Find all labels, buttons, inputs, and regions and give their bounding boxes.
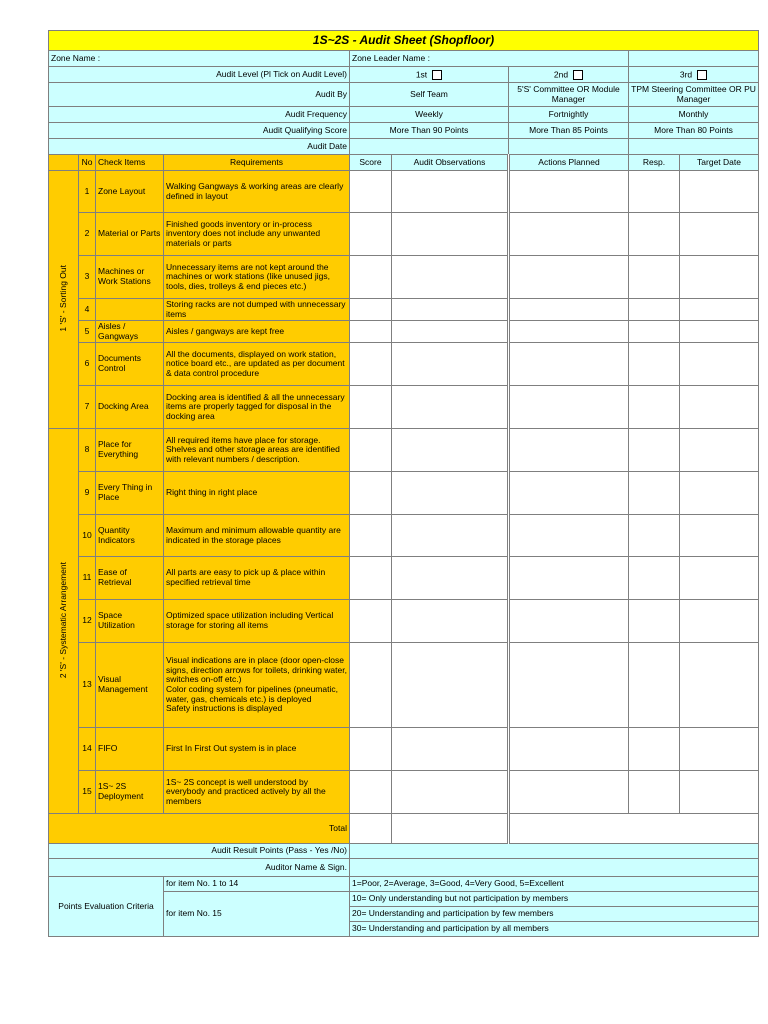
criteria-scale-1-14: 1=Poor, 2=Average, 3=Good, 4=Very Good, 5=Excellent bbox=[350, 877, 759, 892]
observation-cell[interactable] bbox=[392, 600, 509, 643]
score-cell[interactable] bbox=[350, 472, 392, 515]
frequency-1st: Weekly bbox=[350, 107, 509, 123]
header-target-date: Target Date bbox=[680, 155, 759, 171]
target-date-cell[interactable] bbox=[680, 256, 759, 299]
item-no: 14 bbox=[79, 728, 96, 771]
audit-date-label: Audit Date bbox=[49, 139, 350, 155]
zone-name-label: Zone Name : bbox=[49, 51, 350, 67]
item-row bbox=[49, 171, 759, 213]
item-requirement: Finished goods inventory or in-process inventory does not include any unwanted materials or parts bbox=[164, 213, 350, 256]
score-cell[interactable] bbox=[350, 429, 392, 472]
item-row bbox=[49, 600, 759, 643]
item-requirement: Maximum and minimum allowable quantity are indicated in the storage places bbox=[164, 515, 350, 557]
item-check: 1S~ 2S Deployment bbox=[96, 771, 164, 814]
audit-level-2nd: 2nd bbox=[509, 67, 629, 83]
score-cell[interactable] bbox=[350, 600, 392, 643]
item-no: 9 bbox=[79, 472, 96, 515]
audit-sheet bbox=[48, 30, 759, 937]
item-check: Every Thing in Place bbox=[96, 472, 164, 515]
item-check: Machines or Work Stations bbox=[96, 256, 164, 299]
section-label-1: 1 'S' - Sorting Out bbox=[49, 171, 79, 429]
item-check: Place for Everything bbox=[96, 429, 164, 472]
checkbox-2nd[interactable] bbox=[573, 70, 583, 80]
header-observations: Audit Observations bbox=[392, 155, 509, 171]
item-check: Space Utilization bbox=[96, 600, 164, 643]
observation-cell[interactable] bbox=[392, 299, 509, 321]
audit-date-field-3[interactable] bbox=[629, 139, 759, 155]
target-date-cell[interactable] bbox=[680, 343, 759, 386]
score-cell[interactable] bbox=[350, 343, 392, 386]
audit-by-2nd: 5'S' Committee OR Module Manager bbox=[509, 83, 629, 107]
criteria-scale-15-a: 10= Only understanding but not participation by members bbox=[350, 892, 759, 907]
item-requirement: Right thing in right place bbox=[164, 472, 350, 515]
resp-cell[interactable] bbox=[629, 728, 680, 771]
item-check bbox=[96, 299, 164, 321]
action-cell[interactable] bbox=[509, 171, 629, 213]
item-no: 11 bbox=[79, 557, 96, 600]
audit-level-label: Audit Level (Pl Tick on Audit Level) bbox=[49, 67, 350, 83]
item-row bbox=[49, 343, 759, 386]
audit-date-field[interactable] bbox=[350, 139, 509, 155]
action-cell[interactable] bbox=[509, 429, 629, 472]
item-requirement: Aisles / gangways are kept free bbox=[164, 321, 350, 343]
item-row bbox=[49, 256, 759, 299]
audit-level-1st: 1st bbox=[350, 67, 509, 83]
item-no: 8 bbox=[79, 429, 96, 472]
action-cell[interactable] bbox=[509, 299, 629, 321]
item-check: Zone Layout bbox=[96, 171, 164, 213]
target-date-cell[interactable] bbox=[680, 386, 759, 429]
header-blank bbox=[49, 155, 79, 171]
checkbox-3rd[interactable] bbox=[697, 70, 707, 80]
total-actions-cell[interactable] bbox=[509, 814, 759, 844]
observation-cell[interactable] bbox=[392, 171, 509, 213]
item-row bbox=[49, 771, 759, 814]
item-check: Documents Control bbox=[96, 343, 164, 386]
action-cell[interactable] bbox=[509, 386, 629, 429]
criteria-label: Points Evaluation Criteria bbox=[49, 877, 164, 937]
item-check: Aisles / Gangways bbox=[96, 321, 164, 343]
action-cell[interactable] bbox=[509, 728, 629, 771]
target-date-cell[interactable] bbox=[680, 299, 759, 321]
item-row bbox=[49, 515, 759, 557]
item-no: 15 bbox=[79, 771, 96, 814]
item-no: 12 bbox=[79, 600, 96, 643]
item-requirement: All parts are easy to pick up & place within specified retrieval time bbox=[164, 557, 350, 600]
qualifying-score-label: Audit Qualifying Score bbox=[49, 123, 350, 139]
item-rows bbox=[49, 171, 759, 814]
item-no: 13 bbox=[79, 643, 96, 728]
score-cell[interactable] bbox=[350, 299, 392, 321]
item-row bbox=[49, 213, 759, 256]
resp-cell[interactable] bbox=[629, 171, 680, 213]
observation-cell[interactable] bbox=[392, 515, 509, 557]
score-cell[interactable] bbox=[350, 213, 392, 256]
audit-frequency-label: Audit Frequency bbox=[49, 107, 350, 123]
criteria-scale-15-c: 30= Understanding and participation by all members bbox=[350, 922, 759, 937]
section-label-2: 2 'S' - Systematic Arrangement bbox=[49, 429, 79, 814]
item-requirement: Storing racks are not dumped with unnecessary items bbox=[164, 299, 350, 321]
item-requirement: Visual indications are in place (door open-close signs, direction arrows for toilets, drinking water, switches on-off etc.) Color coding system for pipelines (pneumatic, water, gas, chemicals etc.) is deployed Safety instructions is displayed bbox=[164, 643, 350, 728]
score-cell[interactable] bbox=[350, 171, 392, 213]
resp-cell[interactable] bbox=[629, 213, 680, 256]
checkbox-1st[interactable] bbox=[432, 70, 442, 80]
resp-cell[interactable] bbox=[629, 256, 680, 299]
item-requirement: First In First Out system is in place bbox=[164, 728, 350, 771]
action-cell[interactable] bbox=[509, 213, 629, 256]
item-no: 4 bbox=[79, 299, 96, 321]
action-cell[interactable] bbox=[509, 557, 629, 600]
frequency-3rd: Monthly bbox=[629, 107, 759, 123]
item-no: 6 bbox=[79, 343, 96, 386]
item-check: Docking Area bbox=[96, 386, 164, 429]
header-no: No bbox=[79, 155, 96, 171]
score-1st: More Than 90 Points bbox=[350, 123, 509, 139]
item-requirement: Walking Gangways & working areas are clearly defined in layout bbox=[164, 171, 350, 213]
zone-leader-label: Zone Leader Name : bbox=[350, 51, 629, 67]
criteria-scale-15-b: 20= Understanding and participation by few members bbox=[350, 907, 759, 922]
item-check: Visual Management bbox=[96, 643, 164, 728]
criteria-item-1-14: for item No. 1 to 14 bbox=[164, 877, 350, 892]
target-date-cell[interactable] bbox=[680, 771, 759, 814]
item-requirement: All required items have place for storage. Shelves and other storage areas are identified with relevant numbers / description. bbox=[164, 429, 350, 472]
item-no: 2 bbox=[79, 213, 96, 256]
observation-cell[interactable] bbox=[392, 343, 509, 386]
resp-cell[interactable] bbox=[629, 321, 680, 343]
resp-cell[interactable] bbox=[629, 343, 680, 386]
resp-cell[interactable] bbox=[629, 386, 680, 429]
observation-cell[interactable] bbox=[392, 429, 509, 472]
item-row bbox=[49, 643, 759, 728]
item-no: 3 bbox=[79, 256, 96, 299]
score-3rd: More Than 80 Points bbox=[629, 123, 759, 139]
resp-cell[interactable] bbox=[629, 771, 680, 814]
target-date-cell[interactable] bbox=[680, 728, 759, 771]
resp-cell[interactable] bbox=[629, 429, 680, 472]
score-cell[interactable] bbox=[350, 643, 392, 728]
target-date-cell[interactable] bbox=[680, 213, 759, 256]
item-row bbox=[49, 299, 759, 321]
criteria-item-15: for item No. 15 bbox=[164, 892, 350, 937]
item-requirement: Docking area is identified & all the unnecessary items are properly tagged for disposal in the docking area bbox=[164, 386, 350, 429]
item-no: 1 bbox=[79, 171, 96, 213]
score-cell[interactable] bbox=[350, 728, 392, 771]
observation-cell[interactable] bbox=[392, 728, 509, 771]
item-check: Quantity Indicators bbox=[96, 515, 164, 557]
item-row bbox=[49, 472, 759, 515]
item-row bbox=[49, 557, 759, 600]
header-requirements: Requirements bbox=[164, 155, 350, 171]
header-score: Score bbox=[350, 155, 392, 171]
action-cell[interactable] bbox=[509, 343, 629, 386]
resp-cell[interactable] bbox=[629, 600, 680, 643]
action-cell[interactable] bbox=[509, 771, 629, 814]
item-no: 7 bbox=[79, 386, 96, 429]
header-actions: Actions Planned bbox=[509, 155, 629, 171]
header-check-items: Check Items bbox=[96, 155, 164, 171]
item-requirement: All the documents, displayed on work station, notice board etc., are updated as per document & data control procedure bbox=[164, 343, 350, 386]
action-cell[interactable] bbox=[509, 515, 629, 557]
result-label: Audit Result Points (Pass - Yes /No) bbox=[49, 844, 350, 859]
total-score-cell[interactable] bbox=[350, 814, 392, 844]
item-row bbox=[49, 429, 759, 472]
audit-date-field-2[interactable] bbox=[509, 139, 629, 155]
action-cell[interactable] bbox=[509, 256, 629, 299]
observation-cell[interactable] bbox=[392, 256, 509, 299]
audit-level-3rd: 3rd bbox=[629, 67, 759, 83]
action-cell[interactable] bbox=[509, 600, 629, 643]
resp-cell[interactable] bbox=[629, 557, 680, 600]
resp-cell[interactable] bbox=[629, 299, 680, 321]
sheet-title: 1S~2S - Audit Sheet (Shopfloor) bbox=[49, 31, 759, 51]
resp-cell[interactable] bbox=[629, 472, 680, 515]
observation-cell[interactable] bbox=[392, 386, 509, 429]
total-label: Total bbox=[49, 814, 350, 844]
observation-cell[interactable] bbox=[392, 643, 509, 728]
action-cell[interactable] bbox=[509, 472, 629, 515]
target-date-cell[interactable] bbox=[680, 515, 759, 557]
target-date-cell[interactable] bbox=[680, 171, 759, 213]
score-cell[interactable] bbox=[350, 256, 392, 299]
item-requirement: Unnecessary items are not kept around the machines or work stations (like unused jigs, tools, dies, trolleys & end pieces etc.) bbox=[164, 256, 350, 299]
audit-by-3rd: TPM Steering Committee OR PU Manager bbox=[629, 83, 759, 107]
audit-by-1st: Self Team bbox=[350, 83, 509, 107]
item-check: Ease of Retrieval bbox=[96, 557, 164, 600]
item-row bbox=[49, 386, 759, 429]
score-cell[interactable] bbox=[350, 386, 392, 429]
observation-cell[interactable] bbox=[392, 557, 509, 600]
item-no: 10 bbox=[79, 515, 96, 557]
item-no: 5 bbox=[79, 321, 96, 343]
zone-leader-field[interactable] bbox=[629, 51, 759, 67]
score-cell[interactable] bbox=[350, 771, 392, 814]
target-date-cell[interactable] bbox=[680, 557, 759, 600]
item-requirement: Optimized space utilization including Vertical storage for storing all items bbox=[164, 600, 350, 643]
frequency-2nd: Fortnightly bbox=[509, 107, 629, 123]
target-date-cell[interactable] bbox=[680, 321, 759, 343]
item-row bbox=[49, 728, 759, 771]
item-check: Material or Parts bbox=[96, 213, 164, 256]
observation-cell[interactable] bbox=[392, 472, 509, 515]
resp-cell[interactable] bbox=[629, 643, 680, 728]
score-cell[interactable] bbox=[350, 557, 392, 600]
observation-cell[interactable] bbox=[392, 321, 509, 343]
target-date-cell[interactable] bbox=[680, 472, 759, 515]
item-row bbox=[49, 321, 759, 343]
audit-by-label: Audit By bbox=[49, 83, 350, 107]
auditor-field[interactable] bbox=[350, 859, 759, 877]
target-date-cell[interactable] bbox=[680, 429, 759, 472]
item-requirement: 1S~ 2S concept is well understood by everybody and practiced actively by all the members bbox=[164, 771, 350, 814]
auditor-label: Auditor Name & Sign. bbox=[49, 859, 350, 877]
result-field[interactable] bbox=[350, 844, 759, 859]
total-observation-cell[interactable] bbox=[392, 814, 509, 844]
observation-cell[interactable] bbox=[392, 771, 509, 814]
observation-cell[interactable] bbox=[392, 213, 509, 256]
score-cell[interactable] bbox=[350, 321, 392, 343]
target-date-cell[interactable] bbox=[680, 600, 759, 643]
item-check: FIFO bbox=[96, 728, 164, 771]
header-resp: Resp. bbox=[629, 155, 680, 171]
action-cell[interactable] bbox=[509, 643, 629, 728]
score-2nd: More Than 85 Points bbox=[509, 123, 629, 139]
target-date-cell[interactable] bbox=[680, 643, 759, 728]
score-cell[interactable] bbox=[350, 515, 392, 557]
action-cell[interactable] bbox=[509, 321, 629, 343]
resp-cell[interactable] bbox=[629, 515, 680, 557]
